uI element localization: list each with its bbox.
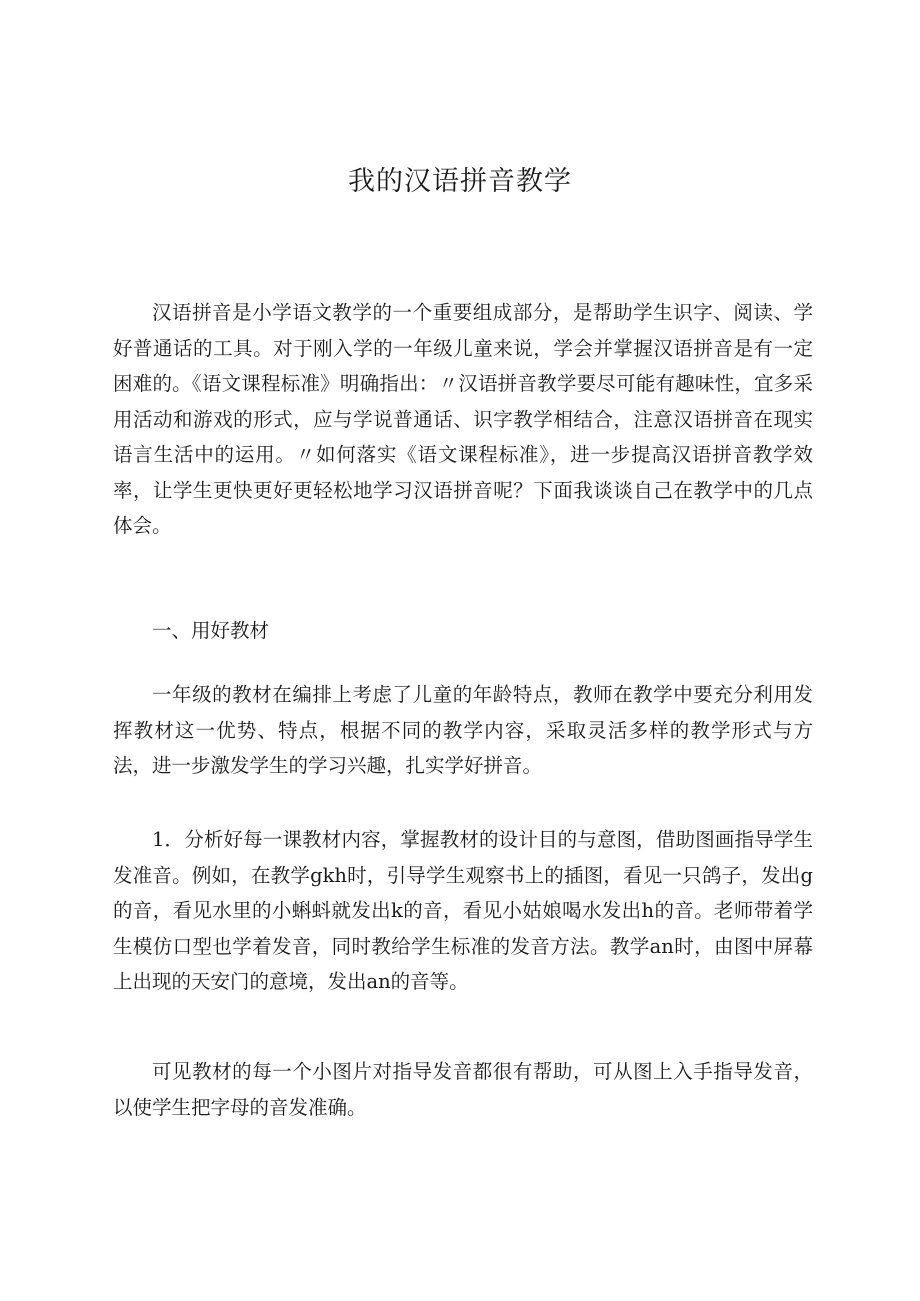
point-1-paragraph: 1．分析好每一课教材内容，掌握教材的设计目的与意图，借助图画指导学生发准音。例如，在教学gkh时，引导学生观察书上的插图，看见一只鸽子，发出g的音，看见水里的小蝌蚪就发出k的音，看见小姑娘喝水发出h的音。老师带着学生模仿口型也学着发音，同时教给学生标准的发音方法。教学an时，由图中屏幕上出现的天安门的意境，发出an的音等。 — [113, 828, 813, 993]
intro-paragraph: 汉语拼音是小学语文教学的一个重要组成部分，是帮助学生识字、阅读、学好普通话的工具。对于刚入学的一年级儿童来说，学会并掌握汉语拼音是有一定困难的。《语文课程标准》明确指出：〃汉语拼音教学要尽可能有趣味性，宜多采用活动和游戏的形式，应与学说普通话、识字教学相结合，注意汉语拼音在现实语言生活中的运用。〃如何落实《语文课程标准》，进一步提高汉语拼音教学效率，让学生更快更好更轻松地学习汉语拼音呢？下面我谈谈自己在教学中的几点体会。 — [113, 301, 813, 537]
section-heading: 一、用好教材 — [152, 619, 270, 642]
conclusion-paragraph: 可见教材的每一个小图片对指导发音都很有帮助，可从图上入手指导发音，以使学生把字母的音发准确。 — [113, 1060, 813, 1119]
document-title: 我的汉语拼音教学 — [348, 166, 572, 197]
section-body-paragraph: 一年级的教材在编排上考虑了儿童的年龄特点，教师在教学中要充分利用发挥教材这一优势、特点，根据不同的教学内容，采取灵活多样的教学形式与方法，进一步激发学生的学习兴趣，扎实学好拼音。 — [113, 683, 813, 777]
